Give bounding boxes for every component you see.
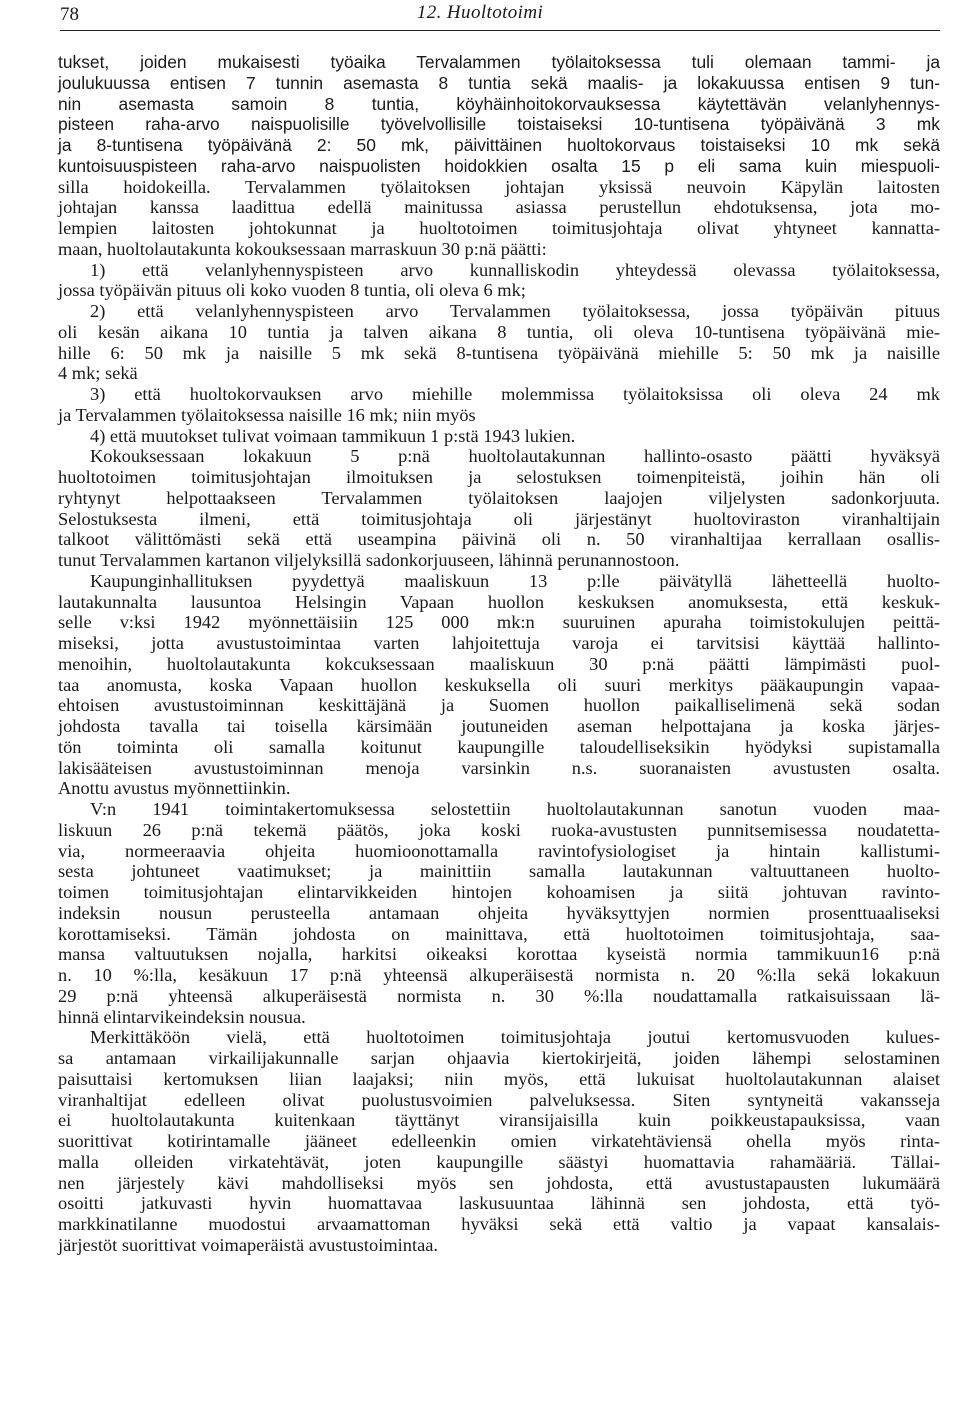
running-head: 12. Huoltotoimi <box>416 2 544 23</box>
text-line: huoltotoimen toimitusjohtajan ilmoituksen ja selostuksen toimenpiteistä, joihin hän oli <box>58 467 940 487</box>
text-line: pisteen raha-arvo naispuolisille työvelvollisille toistaiseksi 10-tuntisena työpäivänä 3 mk <box>58 114 940 135</box>
text-line: malla olleiden virkatehtävät, joten kaupungille säästyi huomattavia rahamääriä. Tällai- <box>58 1151 940 1172</box>
text-line: 2) että velanlyhennyspisteen arvo Tervalammen työlaitoksessa, jossa työpäivän pituus <box>90 301 940 321</box>
text-line: lempien laitosten johtokunnat ja huoltotoimen toimitusjohtaja olivat yhtyneet kannatta- <box>58 218 940 238</box>
header-rule <box>60 30 940 31</box>
text-line: sesta johtuneet vaatimukset; ja mainittiin samalla lautakunnan valtuuttaneen huolto- <box>58 861 940 882</box>
text-line: silla hoidokeilla. Tervalammen työlaitoksen johtajan yksissä neuvoin Käpylän laitosten <box>58 176 940 197</box>
text-line: maan, huoltolautakunta kokouksessaan marraskuun 30 p:nä päätti: <box>58 238 547 259</box>
text-line: 4 mk; sekä <box>58 363 138 384</box>
text-line: Selostuksesta ilmeni, että toimitusjohtaja oli järjestänyt huoltoviraston viranhaltijain <box>58 508 940 529</box>
text-line: osoitti jatkuvasti hyvin huomattavaa laskusuuntaa lähinnä sen johdosta, että työ- <box>58 1193 940 1214</box>
text-line: ehtoisen avustustoiminnan keskittäjänä ja Suomen huollon paikalliselimenä sekä sodan <box>58 695 940 716</box>
text-line: 3) että huoltokorvauksen arvo miehille molemmissa työlaitoksissa oli oleva 24 mk <box>90 384 940 404</box>
text-line: tunut Tervalammen kartanon viljelyksillä sadonkorjuuseen, lähinnä perunannostoon. <box>58 550 680 570</box>
text-line: nin asemasta samoin 8 tuntia, köyhäinhoitokorvauksessa käytettävän velanlyhennys- <box>58 93 940 114</box>
text-line: lakisääteisen avustustoiminnan menoja varsinkin n.s. suoranaisten avustusten osalta. <box>58 757 940 778</box>
text-line: joulukuussa entisen 7 tunnin asemasta 8 tuntia sekä maalis- ja lokakuussa entisen 9 tun- <box>58 72 940 93</box>
text-line: oli kesän aikana 10 tuntia ja talven aikana 8 tuntia, oli oleva 10-tuntisena työpäivänä mie- <box>58 321 940 342</box>
text-line: 4) että muutokset tulivat voimaan tammikuun 1 p:stä 1943 lukien. <box>90 425 576 446</box>
text-line: korottamiseksi. Tämän johdosta on mainittava, että huoltotoimen toimitusjohtaja, saa- <box>58 923 940 944</box>
text-line: viranhaltijat edelleen olivat puolustusvoimien palveluksessa. Siten syntyneitä vakansseja <box>58 1089 940 1110</box>
text-line: 29 p:nä yhteensä alkuperäisestä normista n. 30 %:lla noudattamalla ratkaisuissaan lä- <box>58 985 940 1006</box>
text-line: järjestöt suorittivat voimaperäistä avustustoimintaa. <box>58 1234 438 1255</box>
page-header <box>0 0 960 38</box>
text-line: V:n 1941 toimintakertomuksessa selostettiin huoltolautakunnan sanotun vuoden maa- <box>90 799 940 819</box>
text-line: indeksin nousun perusteella antamaan ohjeita hyväksyttyjen normien prosenttuaaliseksi <box>58 902 940 923</box>
text-line: kuntoisuuspisteen raha-arvo naispuolisten hoidokkien osalta 15 p eli sama kuin miespuoli- <box>58 155 940 176</box>
text-line: hinnä elintarvikeindeksin nousua. <box>58 1006 306 1027</box>
text-line: miseksi, jotta avustustoimintaa varten lahjoitettuja varoja ei tarvitsisi käyttää hallinto- <box>58 633 940 653</box>
text-line: 1) että velanlyhennyspisteen arvo kunnalliskodin yhteydessä olevassa työlaitoksessa, <box>90 259 940 280</box>
text-line: n. 10 %:lla, kesäkuun 17 p:nä yhteensä alkuperäisestä normista n. 20 %:lla sekä lokakuun <box>58 965 940 985</box>
text-line: tukset, joiden mukaisesti työaika Tervalammen työlaitoksessa tuli olemaan tammi- ja <box>58 52 940 72</box>
text-line: taa anomusta, koska Vapaan huollon keskuksella oli suuri merkitys pääkaupungin vapaa- <box>58 674 940 695</box>
text-line: jossa työpäivän pituus oli koko vuoden 8 tuntia, oli oleva 6 mk; <box>58 280 526 301</box>
text-line: menoihin, huoltolautakunta kokcuksessaan maaliskuun 30 p:nä päätti lämpimästi puol- <box>58 653 940 674</box>
text-line: markkinatilanne muodostui arvaamattoman hyväksi sekä että valtio ja vapaat kansalais- <box>58 1214 940 1234</box>
text-line: mansa valtuutuksen nojalla, harkitsi oikeaksi korottaa kyseistä normia tammikuun16 p:nä <box>58 944 940 965</box>
text-line: ryhtynyt helpottaakseen Tervalammen työlaitoksen laajojen viljelysten sadonkorjuuta. <box>58 487 940 508</box>
text-line: nen järjestely kävi mahdolliseksi myös sen johdosta, että avustustapausten lukumäärä <box>58 1172 940 1193</box>
text-line: toimen toimitusjohtajan elintarvikkeiden hintojen kohoamisen ja siitä johtuvan ravinto- <box>58 882 940 902</box>
body-text <box>58 52 940 1256</box>
text-line: Kaupunginhallituksen pyydettyä maaliskuun 13 p:lle päivätyllä lähetteellä huolto- <box>90 570 940 591</box>
text-line: tön toiminta oli samalla koitunut kaupungille taloudelliseksikin hyödyksi supistamalla <box>58 736 940 757</box>
text-line: sa antamaan virkailijakunnalle sarjan ohjaavia kiertokirjeitä, joiden lähempi selostaminen <box>58 1048 940 1068</box>
text-line: talkoot välittömästi sekä että useampina päivinä oli n. 50 viranhaltijaa kerrallaan osallis- <box>58 529 940 550</box>
text-line: ei huoltolautakunta kuitenkaan täyttänyt viransijaisilla kuin poikkeustapauksissa, vaan <box>58 1110 940 1131</box>
text-line: ja 8-tuntisena työpäivänä 2: 50 mk, päivittäinen huoltokorvaus toistaiseksi 10 mk sekä <box>58 135 940 155</box>
text-line: liskuun 26 p:nä tekemä päätös, joka koski ruoka-avustusten punnitsemisessa noudatetta- <box>58 819 940 840</box>
text-line: paisuttaisi kertomuksen liian laajaksi; niin myös, että lukuisat huoltolautakunnan alaiset <box>58 1068 940 1089</box>
text-line: suorittivat kotirintamalle jääneet edelleenkin omien virkatehtäviensä ohella myös rinta- <box>58 1131 940 1151</box>
text-line: lautakunnalta lausuntoa Helsingin Vapaan huollon keskuksen anomuksesta, että keskuk- <box>58 591 940 612</box>
page-number: 78 <box>60 4 79 25</box>
text-line: ja Tervalammen työlaitoksessa naisille 16 mk; niin myös <box>58 404 476 425</box>
text-line: Anottu avustus myönnettiinkin. <box>58 778 291 799</box>
text-line: Merkittäköön vielä, että huoltotoimen toimitusjohtaja joutui kertomusvuoden kulues- <box>90 1027 940 1048</box>
text-line: hille 6: 50 mk ja naisille 5 mk sekä 8-tuntisena työpäivänä miehille 5: 50 mk ja naisille <box>58 342 940 363</box>
text-line: selle v:ksi 1942 myönnettäisiin 125 000 mk:n suuruinen apuraha toimistokulujen peittä- <box>58 612 940 633</box>
text-line: johdosta tavalla tai toisella kärsimään joutuneiden aseman helpottajana ja koska järjes- <box>58 716 940 736</box>
text-line: johtajan kanssa laadittua edellä mainitussa asiassa perustellun ehdotuksensa, jota mo- <box>58 197 940 218</box>
text-line: Kokouksessaan lokakuun 5 p:nä huoltolautakunnan hallinto-osasto päätti hyväksyä <box>90 446 940 467</box>
text-line: via, normeeraavia ohjeita huomioonottamalla ravintofysiologiset ja hintain kallistumi- <box>58 840 940 861</box>
